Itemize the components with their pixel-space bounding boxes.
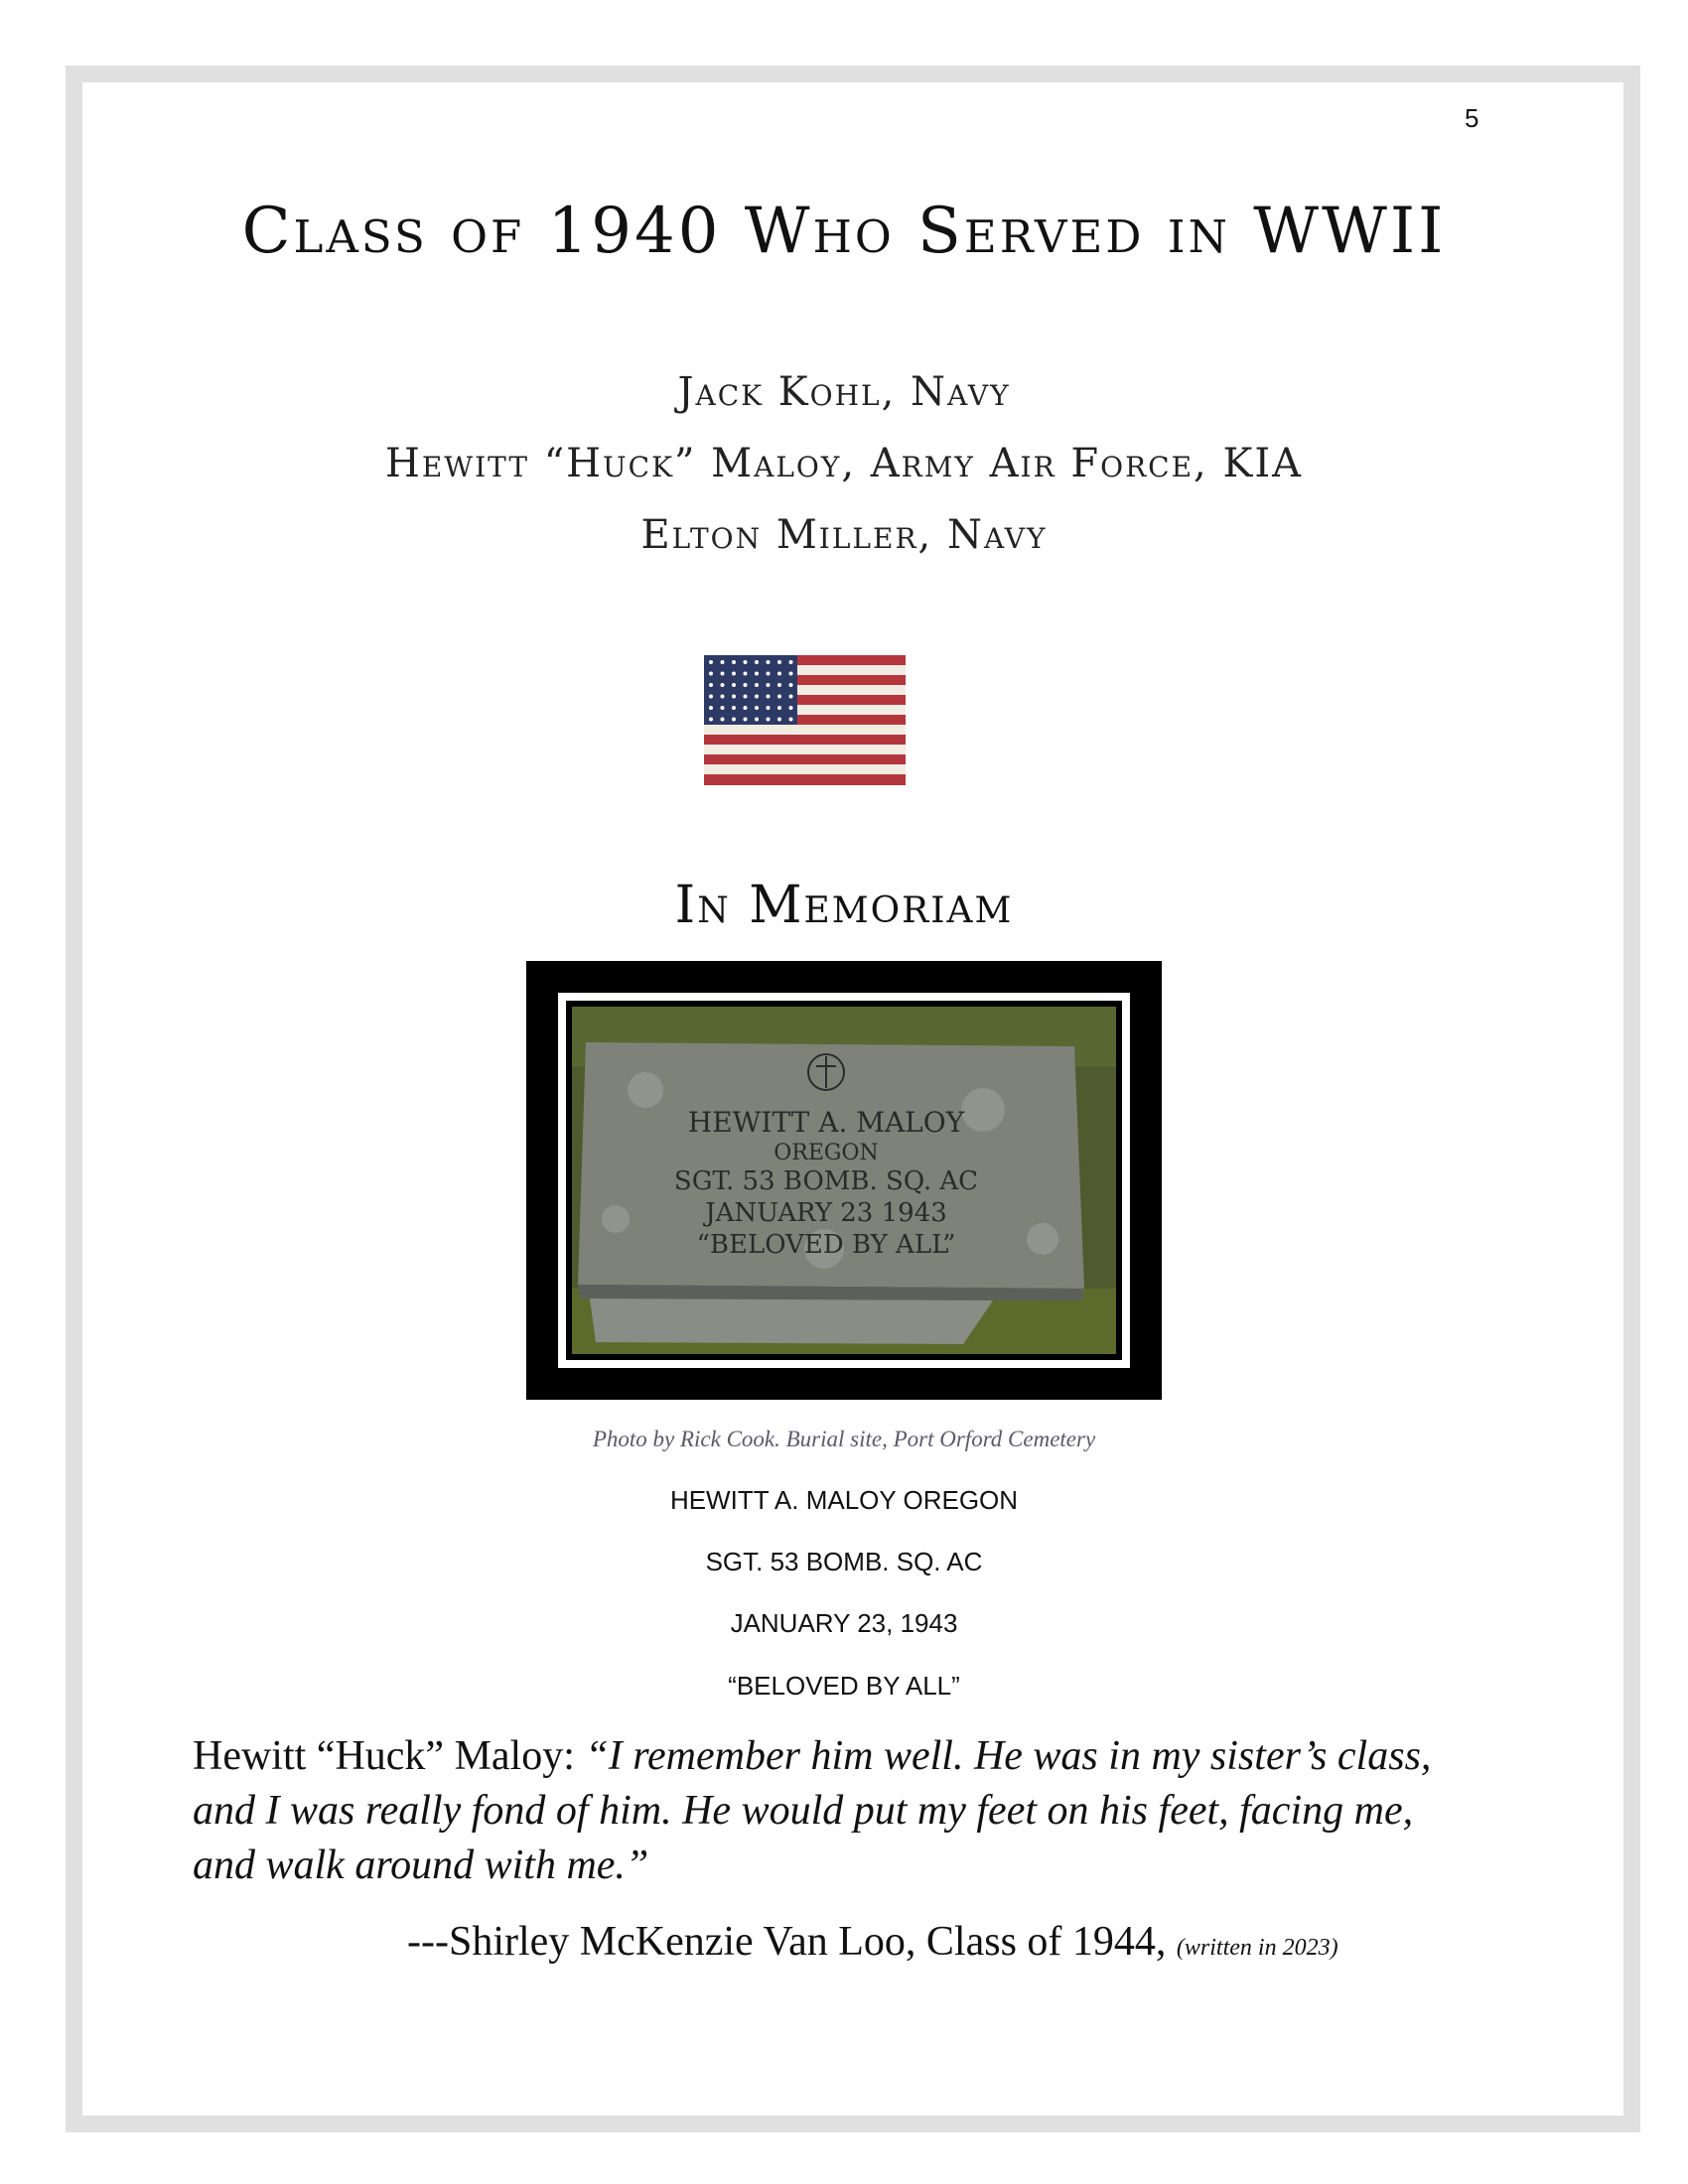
headstone-line: OREGON xyxy=(774,1141,879,1165)
memoriam-heading: In Memoriam xyxy=(674,876,1014,935)
quote-attribution xyxy=(407,1918,1499,1966)
headstone-line: HEWITT A. MALOY xyxy=(687,1106,965,1139)
inscription-line: HEWITT A. MALOY OREGON xyxy=(669,1485,1019,1515)
roster-entry: Hewitt “Huck” Maloy, Army Air Force, KIA xyxy=(384,441,1304,486)
inscription-line: SGT. 53 BOMB. SQ. AC xyxy=(705,1547,983,1576)
page-title: Class of 1940 Who Served in WWII xyxy=(241,195,1447,268)
attribution-note: (written in 2023) xyxy=(1176,1935,1338,1961)
roster-entry: Jack Kohl, Navy xyxy=(677,369,1011,415)
quote-speaker: Hewitt “Huck” Maloy: xyxy=(193,1733,586,1779)
headstone-line: JANUARY 23 1943 xyxy=(705,1198,947,1228)
headstone-photo xyxy=(526,961,1162,1400)
roster-entry: Elton Miller, Navy xyxy=(640,512,1048,558)
american-flag-image xyxy=(704,655,906,785)
inscription-line: “BELOVED BY ALL” xyxy=(728,1671,960,1701)
photo-caption: Photo by Rick Cook. Burial site, Port Orford Cemetery xyxy=(592,1427,1096,1451)
inscription-line: JANUARY 23, 1943 xyxy=(730,1608,958,1638)
memory-quote xyxy=(193,1729,1483,1893)
headstone-line: “BELOVED BY ALL” xyxy=(696,1230,956,1260)
quote-text: “I remember him well. He was in my sister’s class, and I was really fond of him. He would put my feet on his feet, facing me, and walk around with me.” xyxy=(193,1733,1432,1888)
attribution-text: ---Shirley McKenzie Van Loo, Class of 1944, xyxy=(407,1919,1177,1965)
headstone-line: SGT. 53 BOMB. SQ. AC xyxy=(673,1166,979,1196)
page-number: 5 xyxy=(1465,103,1479,133)
